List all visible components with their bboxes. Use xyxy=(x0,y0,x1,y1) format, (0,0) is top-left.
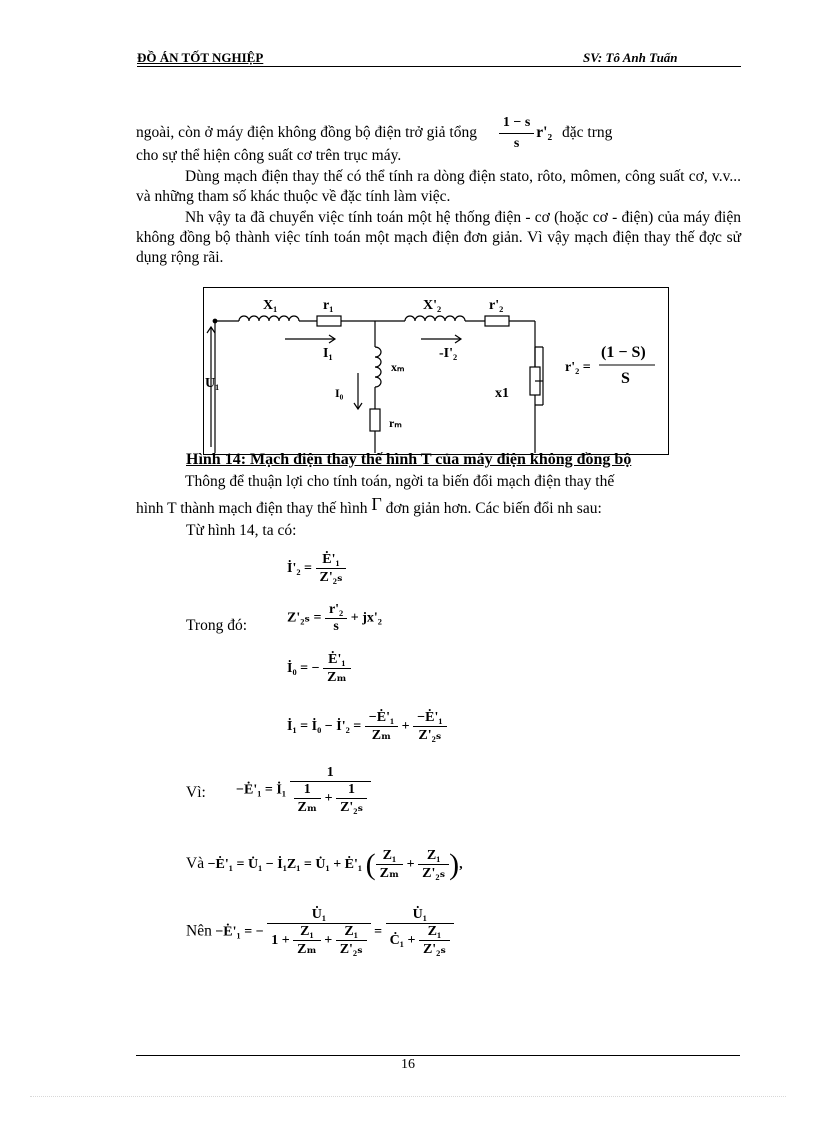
equation-6: Và −Ė'₁ = U̇₁ − İ₁Z₁ = U̇₁ + Ė'₁ ( $\frac{\text{Z₁}}{\text{Zₘ}}$ + $\frac{\text{Z₁}}{\text{Z'₂ₛ}}$ ), xyxy=(186,848,463,881)
para-4-suffix: đơn giản hơn. Các biến đổi nh sau: xyxy=(385,500,602,517)
eq4-lhs: İ₁ = İ₀ − İ'₂ = xyxy=(287,719,362,735)
equation-1 xyxy=(287,552,346,586)
label-x2: X'₂ xyxy=(423,298,442,313)
eq4-den-1: Zₘ xyxy=(371,728,392,743)
eq7-den-a: 1 + xyxy=(271,933,290,949)
eq1-num: Ė'₁ xyxy=(316,552,347,569)
footer-rule xyxy=(136,1055,740,1056)
eq7-den-den-2: Z'₂ₛ xyxy=(339,942,363,957)
para-2: Dùng mạch điện thay thế có thể tính ra dòng điện stato, rôto, mômen, công suất cơ, v.v... và những tham số khác thuộc về đặc tính làm việc. xyxy=(136,168,741,205)
label-r2: r'₂ xyxy=(489,298,504,313)
eq7-den-num-2: Z₁ xyxy=(336,924,367,941)
equivalent-circuit-diagram xyxy=(203,287,669,455)
eq3-lhs: İ₀ = − xyxy=(287,661,320,677)
eq7-den2-a: Ċ₁ + xyxy=(389,933,416,949)
para-1-text: ngoài, còn ở máy điện không đồng bộ điện trở giả tổng xyxy=(136,124,477,142)
slip-frac-num: 1 − s xyxy=(499,113,534,134)
eq6-lhs: −Ė'₁ = U̇₁ − İ₁Z₁ = U̇₁ + Ė'₁ xyxy=(207,857,363,873)
label-x1: X₁ xyxy=(263,298,278,313)
para-5: Từ hình 14, ta có: xyxy=(186,522,297,539)
eq5-inner-num-1: 1 xyxy=(294,782,322,799)
eq6-tail: , xyxy=(459,857,463,873)
label-i2: -I'₂ xyxy=(439,346,458,361)
eq2-lhs: Z'₂ₛ = xyxy=(287,610,322,626)
label-rload-den: S xyxy=(621,370,630,387)
para-1-line-2: cho sự thể hiện công suất cơ trên trục máy. xyxy=(136,147,402,164)
eq5-inner-den-2: Z'₂ₛ xyxy=(340,800,364,815)
eq5-den: $\frac{1}{\text{Zₘ}}$ + $\frac{1}{\text{Z'₂ₛ}}$ xyxy=(290,782,371,816)
gamma-symbol: Γ xyxy=(371,494,382,514)
eq7-num-2: U̇₁ xyxy=(386,907,454,924)
label-va: Và xyxy=(186,855,205,873)
rm-resistor xyxy=(370,409,380,431)
eq7-lhs: −Ė'₁ = − xyxy=(215,924,264,940)
label-r1: r₁ xyxy=(323,298,334,313)
slip-frac-tail: r'₂ xyxy=(536,124,553,142)
eq7-equals: = xyxy=(374,924,383,940)
label-rload-lhs: r'₂ = xyxy=(565,360,591,375)
label-xm: xₘ xyxy=(391,360,405,374)
eq5-lhs: −Ė'₁ = İ₁ xyxy=(236,782,287,798)
eq1-lhs: İ'₂ = xyxy=(287,561,313,577)
label-trong-do: Trong đó: xyxy=(186,617,248,634)
label-x1-load: x1 xyxy=(495,386,509,401)
eq2-num: r'₂ xyxy=(325,602,347,619)
equation-3 xyxy=(287,652,351,686)
eq7-den2-den: Z'₂ₛ xyxy=(422,942,446,957)
eq3-num: Ė'₁ xyxy=(323,652,351,669)
eq1-den: Z'₂ₛ xyxy=(319,570,343,585)
slip-frac-den: s xyxy=(513,136,520,151)
eq5-inner-num-2: 1 xyxy=(336,782,367,799)
label-vi: Vì: xyxy=(186,784,206,801)
eq4-num-1: −Ė'₁ xyxy=(365,710,398,727)
header-title: ĐỒ ÁN TỐT NGHIỆP xyxy=(137,50,264,65)
header-rule xyxy=(137,66,741,67)
page-edge-dots xyxy=(30,1096,786,1097)
label-rload-num: (1 − S) xyxy=(601,344,646,361)
label-i0: I₀ xyxy=(335,386,344,400)
eq3-den: Zₘ xyxy=(327,670,347,685)
eq2-den: s xyxy=(333,619,339,634)
eq7-den-2 xyxy=(386,924,454,958)
eq6-den-1: Zₘ xyxy=(379,866,400,881)
eq6-num-2: Z₁ xyxy=(418,848,449,865)
eq4-plus: + xyxy=(401,719,410,735)
eq7-den: 1 + $\frac{\text{Z₁}}{\text{Zₘ}}$ + $\frac{\text{Z₁}}{\text{Z'₂ₛ}}$ xyxy=(267,924,370,958)
label-u1: U₁ xyxy=(205,376,220,391)
eq2-tail: + jx'₂ xyxy=(350,610,382,626)
para-3: Nh vậy ta đã chuyển việc tính toán một hệ thống điện - cơ (hoặc cơ - điện) của máy điện không đồng bộ thành việc tính toán một mạch điện đơn giản. Vì vậy mạch điện thay thế đợc sử dụng rộng rãi. xyxy=(136,209,741,266)
equation-7 xyxy=(186,907,454,958)
r1-resistor xyxy=(317,316,341,326)
page-number: 16 xyxy=(401,1057,415,1072)
eq5-inner-den-1: Zₘ xyxy=(297,800,318,815)
label-nen: Nên xyxy=(186,922,212,940)
r2-resistor xyxy=(485,316,509,326)
label-i1: I₁ xyxy=(323,346,333,361)
figure-caption: Hình 14: Mạch điện thay thế hình T của máy điện không đồng bộ xyxy=(186,451,632,468)
eq4-den-2: Z'₂ₛ xyxy=(418,728,442,743)
x1-inductor xyxy=(239,316,299,321)
equation-5 xyxy=(236,765,371,816)
para-4-text: hình T thành mạch điện thay thế hình xyxy=(136,500,368,517)
xm-inductor xyxy=(375,347,381,387)
eq4-num-2: −Ė'₁ xyxy=(413,710,446,727)
eq7-den2-num: Z₁ xyxy=(419,924,450,941)
eq7-den-num-1: Z₁ xyxy=(293,924,321,941)
eq5-num: 1 xyxy=(290,765,371,782)
equation-2 xyxy=(287,602,382,635)
eq7-den-den-1: Zₘ xyxy=(297,942,317,957)
para-4-line-2 xyxy=(136,494,602,519)
eq6-den-2: Z'₂ₛ xyxy=(422,866,446,881)
x2-inductor xyxy=(405,316,465,321)
label-rm: rₘ xyxy=(389,416,402,430)
para-1-suffix: đặc trng xyxy=(562,124,613,142)
para-4-line-1: Thông để thuận lợi cho tính toán, ngời ta biến đổi mạch điện thay thế xyxy=(185,473,615,490)
eq7-num: U̇₁ xyxy=(267,907,370,924)
eq6-num-1: Z₁ xyxy=(376,848,404,865)
header-author: SV: Tô Anh Tuấn xyxy=(583,50,678,65)
equation-4 xyxy=(287,710,447,744)
